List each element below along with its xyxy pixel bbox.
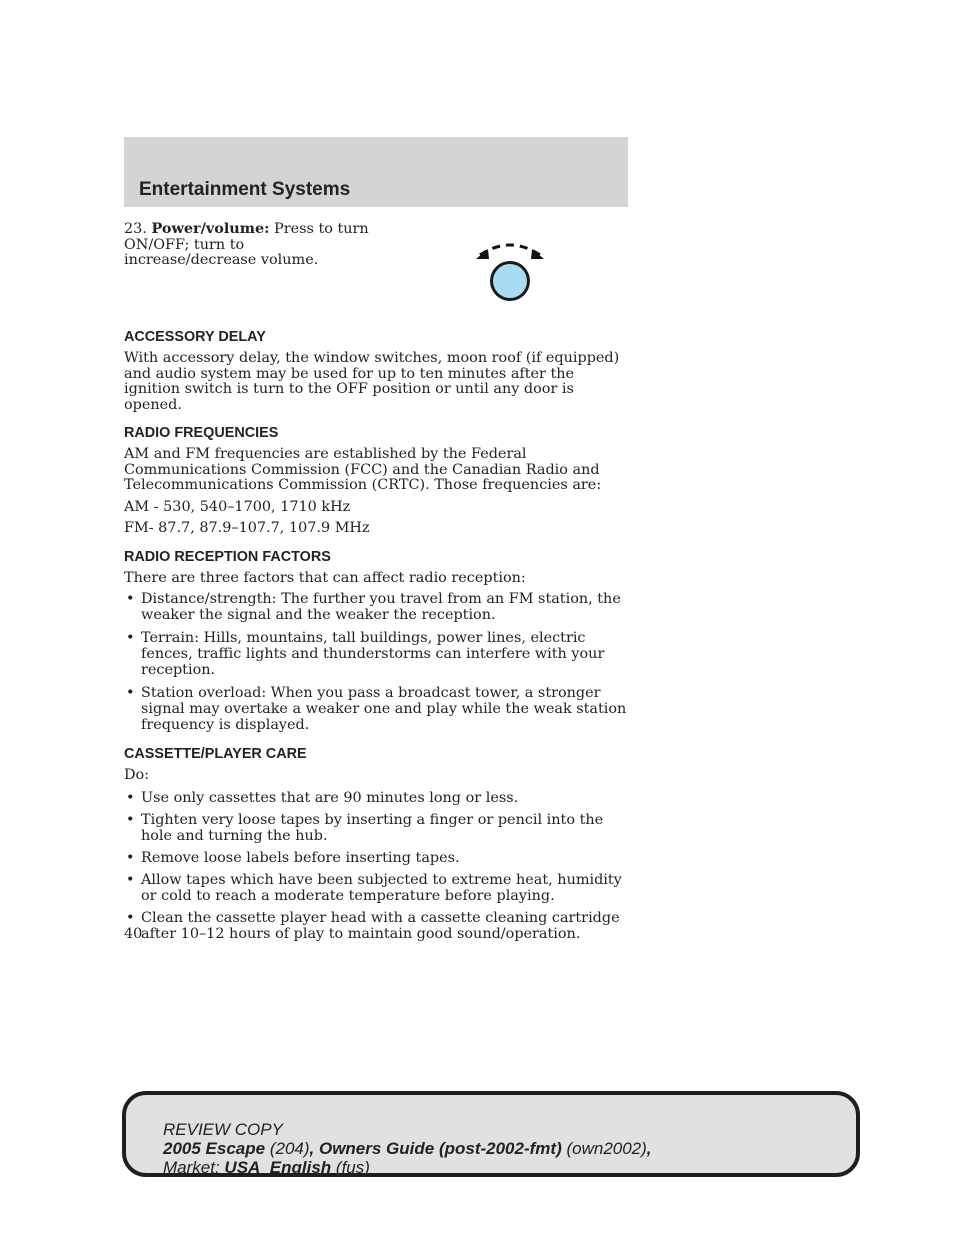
list-item: • Terrain: Hills, mountains, tall buildings, power lines, electric fences, traffic lights and thunderstorms can interfere with your reception. [124, 630, 628, 678]
list-item: • Allow tapes which have been subjected to extreme heat, humidity or cold to reach a moderate temperature before playing. [124, 872, 628, 904]
footer-model-line: 2005 Escape (204), Owners Guide (post-2002-fmt) (own2002), [163, 1139, 652, 1158]
list-item: • Station overload: When you pass a broadcast tower, a stronger signal may overtake a weaker one and play while the weak station frequency is displayed. [124, 685, 628, 733]
item-23-label: Power/volume: [151, 220, 270, 237]
accessory-delay-heading: ACCESSORY DELAY [124, 329, 266, 345]
list-item: • Tighten very loose tapes by inserting a finger or pencil into the hole and turning the hub. [124, 812, 628, 844]
accessory-delay-body: With accessory delay, the window switches, moon roof (if equipped) and audio system may be used for up to ten minutes after the ignition switch is turn to the OFF position or until any door is opened. [124, 350, 620, 413]
cassette-intro: Do: [124, 767, 150, 783]
reception-intro: There are three factors that can affect radio reception: [124, 569, 526, 586]
section-header [124, 137, 628, 207]
radio-frequencies-heading: RADIO FREQUENCIES [124, 425, 279, 441]
review-copy-footer [122, 1091, 860, 1177]
reception-list [124, 591, 628, 733]
fm-frequencies: FM- 87.7, 87.9–107.7, 107.9 MHz [124, 520, 370, 536]
am-frequencies: AM - 530, 540–1700, 1710 kHz [124, 498, 351, 515]
footer-model: 2005 Escape [163, 1139, 266, 1158]
page-number: 40 [124, 926, 143, 942]
item-23-block [124, 221, 628, 329]
footer-review-label: REVIEW COPY [163, 1120, 283, 1139]
reception-heading: RADIO RECEPTION FACTORS [124, 548, 331, 565]
footer-market: USA_English [224, 1158, 332, 1177]
section-title: Entertainment Systems [139, 179, 351, 200]
cassette-list [124, 790, 628, 942]
footer-model-code: (204) [269, 1139, 310, 1158]
list-item: • Remove loose labels before inserting tapes. [124, 850, 628, 866]
footer-guide: Owners Guide (post-2002-fmt) [318, 1139, 562, 1158]
list-item: • Distance/strength: The further you travel from an FM station, the weaker the signal and the weaker the reception. [124, 591, 628, 623]
volume-knob-icon [474, 231, 554, 303]
footer-market-label: Market: [163, 1158, 220, 1177]
radio-frequencies-body: AM and FM frequencies are established by the Federal Communications Commission (FCC) and the Canadian Radio and Telecommunications Commission (CRTC). Those frequencies are: [124, 446, 602, 493]
list-item: • Clean the cassette player head with a cassette cleaning cartridge after 10–12 hours of play to maintain good sound/operation. [124, 910, 628, 942]
footer-market-line [163, 1158, 652, 1177]
cassette-heading: CASSETTE/PLAYER CARE [124, 746, 307, 762]
list-item: • Use only cassettes that are 90 minutes long or less. [124, 790, 628, 806]
page-content [124, 221, 628, 942]
item-23-text [124, 221, 374, 269]
item-23-number: 23. [124, 221, 147, 237]
footer-market-code: (fus) [335, 1158, 370, 1177]
item-23-description: Press to turn ON/OFF; turn to increase/decrease volume. [124, 221, 369, 268]
footer-text [163, 1120, 652, 1177]
footer-guide-code: (own2002) [566, 1139, 647, 1158]
